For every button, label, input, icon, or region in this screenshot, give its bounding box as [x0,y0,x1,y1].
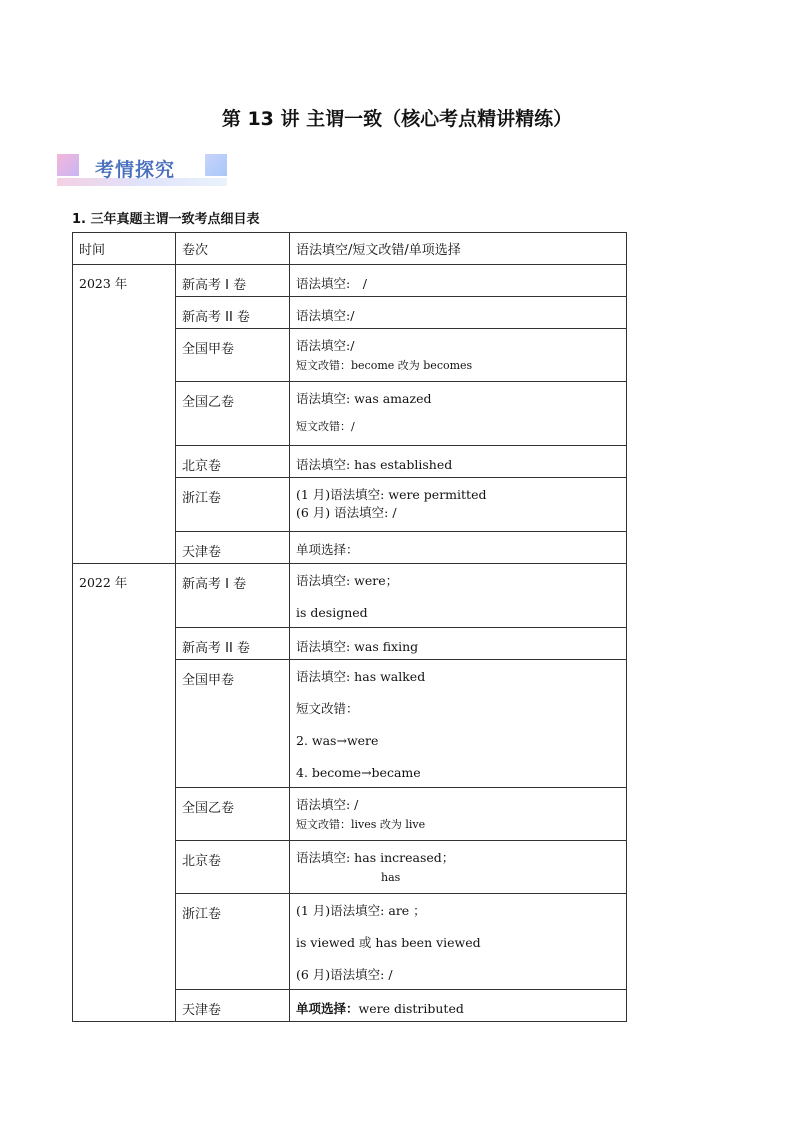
paper-cell: 天津卷 [176,990,290,1022]
content-line: 短文改错： [296,701,359,716]
content-line: 短文改错：/ [296,420,355,433]
content-line: 语法填空: was fixing [296,639,419,654]
content-line: 语法填空: / [296,276,367,291]
paper-cell: 浙江卷 [176,894,290,990]
content-line: (1 月)语法填空: are ； [296,903,426,918]
paper-cell: 北京卷 [176,446,290,478]
content-line: 语法填空: / [296,797,359,812]
paper-cell: 全国乙卷 [176,382,290,446]
content-line: 2. was→were [296,733,379,748]
paper-cell: 北京卷 [176,841,290,894]
paper-cell: 全国乙卷 [176,788,290,841]
content-cell [290,382,627,446]
content-cell [290,297,627,329]
banner-decoration-left [57,154,79,176]
content-cell [290,990,627,1022]
content-line: 语法填空:/ [296,308,355,323]
paper-cell: 全国甲卷 [176,329,290,382]
content-cell [290,788,627,841]
year-cell: 2022 年 [73,564,176,1022]
header-cell-content: 语法填空/短文改错/单项选择 [290,233,627,265]
content-line: 语法填空: has walked [296,669,426,684]
paper-cell: 新高考 II 卷 [176,628,290,660]
content-cell [290,628,627,660]
content-cell [290,532,627,564]
content-line: 短文改错：become 改为 becomes [296,359,473,372]
content-cell [290,660,627,788]
page-title: 第 13 讲 主谓一致（核心考点精讲精练） [221,108,573,130]
year-cell: 2023 年 [73,265,176,564]
content-line: 语法填空: has established [296,457,453,472]
content-line: 4. become→became [296,765,421,780]
exam-points-table [72,232,627,1022]
table-header-row [73,233,627,265]
content-cell [290,564,627,628]
content-line: (1 月)语法填空: were permitted [296,487,487,502]
content-label: 单项选择： [296,1001,359,1016]
content-line: 语法填空: was amazed [296,391,432,406]
content-line: has [381,871,401,884]
content-line: is viewed 或 has been viewed [296,935,481,950]
content-cell [290,894,627,990]
content-cell [290,841,627,894]
paper-cell: 天津卷 [176,532,290,564]
content-line: 语法填空: were； [296,573,399,588]
paper-cell: 新高考 I 卷 [176,564,290,628]
banner-label: 考情探究 [95,159,176,181]
content-line: (6 月)语法填空: / [296,967,393,982]
content-cell [290,265,627,297]
header-cell-paper: 卷次 [176,233,290,265]
paper-cell: 新高考 I 卷 [176,265,290,297]
banner-decoration-right [205,154,227,176]
content-line: 语法填空:/ [296,338,355,353]
content-cell [290,446,627,478]
content-cell [290,478,627,532]
content-line: is designed [296,605,368,620]
content-line: 短文改错：lives 改为 live [296,818,426,831]
content-line [296,999,620,1017]
content-line: 单项选择： [296,542,359,557]
content-line: 语法填空: has increased； [296,850,455,865]
table-row [73,265,627,297]
section-banner [57,152,227,188]
paper-cell: 新高考 II 卷 [176,297,290,329]
content-line: (6 月) 语法填空: / [296,505,397,520]
paper-cell: 全国甲卷 [176,660,290,788]
paper-cell: 浙江卷 [176,478,290,532]
section-subheading: 1. 三年真题主谓一致考点细目表 [72,212,260,227]
content-cell [290,329,627,382]
table-row [73,564,627,628]
content-value: were distributed [358,1001,464,1016]
header-cell-time: 时间 [73,233,176,265]
